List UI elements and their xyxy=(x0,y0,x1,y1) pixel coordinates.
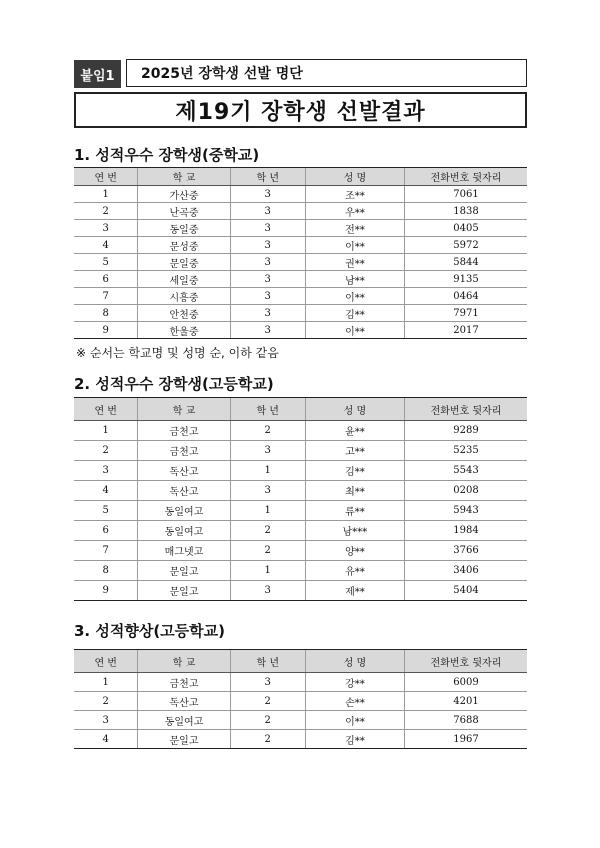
cell-school: 문일고 xyxy=(138,730,230,749)
table-row xyxy=(74,730,527,749)
cell-phone-suffix: 1838 xyxy=(404,203,527,220)
table-header-row xyxy=(74,168,527,186)
cell-row-number: 6 xyxy=(74,271,138,288)
cell-school: 안천중 xyxy=(138,305,230,322)
table-row xyxy=(74,271,527,288)
cell-grade: 2 xyxy=(230,521,305,541)
cell-phone-suffix: 5235 xyxy=(404,441,527,461)
high-school-table xyxy=(74,397,527,601)
cell-name: 권** xyxy=(305,254,404,271)
column-header-row-number: 연 번 xyxy=(74,398,138,421)
cell-grade: 3 xyxy=(230,254,305,271)
cell-phone-suffix: 5404 xyxy=(404,581,527,601)
cell-row-number: 2 xyxy=(74,692,138,711)
table-row xyxy=(74,561,527,581)
cell-phone-suffix: 4201 xyxy=(404,692,527,711)
cell-name: 류** xyxy=(305,501,404,521)
column-header-name: 성 명 xyxy=(305,168,404,186)
section-title-high-school: 2. 성적우수 장학생(고등학교) xyxy=(74,375,274,393)
cell-school: 독산고 xyxy=(138,461,230,481)
cell-school: 동일중 xyxy=(138,220,230,237)
cell-phone-suffix: 1984 xyxy=(404,521,527,541)
cell-grade: 3 xyxy=(230,305,305,322)
cell-school: 금천고 xyxy=(138,421,230,441)
table-row xyxy=(74,481,527,501)
cell-school: 동일여고 xyxy=(138,711,230,730)
cell-name: 전** xyxy=(305,220,404,237)
table-row xyxy=(74,541,527,561)
cell-phone-suffix: 3406 xyxy=(404,561,527,581)
middle-school-table xyxy=(74,167,527,339)
cell-row-number: 9 xyxy=(74,581,138,601)
table-row xyxy=(74,581,527,601)
cell-grade: 3 xyxy=(230,322,305,339)
cell-row-number: 9 xyxy=(74,322,138,339)
cell-phone-suffix: 5543 xyxy=(404,461,527,481)
cell-phone-suffix: 5972 xyxy=(404,237,527,254)
cell-phone-suffix: 7061 xyxy=(404,186,527,203)
cell-grade: 2 xyxy=(230,711,305,730)
cell-name: 이** xyxy=(305,322,404,339)
cell-phone-suffix: 5943 xyxy=(404,501,527,521)
main-title: 제19기 장학생 선발결과 xyxy=(74,92,527,128)
cell-row-number: 5 xyxy=(74,501,138,521)
cell-grade: 3 xyxy=(230,203,305,220)
cell-row-number: 4 xyxy=(74,481,138,501)
cell-name: 김** xyxy=(305,305,404,322)
cell-grade: 1 xyxy=(230,561,305,581)
table-row xyxy=(74,220,527,237)
section-title-improvement: 3. 성적향상(고등학교) xyxy=(74,622,225,640)
cell-row-number: 3 xyxy=(74,461,138,481)
cell-school: 매그넷고 xyxy=(138,541,230,561)
cell-row-number: 2 xyxy=(74,203,138,220)
cell-name: 최** xyxy=(305,481,404,501)
cell-school: 문일고 xyxy=(138,581,230,601)
table-row xyxy=(74,421,527,441)
cell-phone-suffix: 7688 xyxy=(404,711,527,730)
cell-row-number: 3 xyxy=(74,220,138,237)
cell-name: 강** xyxy=(305,673,404,692)
cell-grade: 3 xyxy=(230,186,305,203)
cell-row-number: 2 xyxy=(74,441,138,461)
table-row xyxy=(74,711,527,730)
attachment-badge: 붙임1 xyxy=(74,60,121,88)
cell-grade: 3 xyxy=(230,441,305,461)
cell-row-number: 1 xyxy=(74,421,138,441)
cell-school: 난곡중 xyxy=(138,203,230,220)
cell-row-number: 8 xyxy=(74,561,138,581)
table-row xyxy=(74,254,527,271)
cell-school: 독산고 xyxy=(138,692,230,711)
cell-grade: 1 xyxy=(230,501,305,521)
improvement-table xyxy=(74,649,527,749)
document-title: 2025년 장학생 선발 명단 xyxy=(126,59,527,87)
cell-school: 금천고 xyxy=(138,441,230,461)
cell-name: 제** xyxy=(305,581,404,601)
cell-school: 금천고 xyxy=(138,673,230,692)
cell-phone-suffix: 1967 xyxy=(404,730,527,749)
cell-name: 이** xyxy=(305,711,404,730)
cell-school: 문성중 xyxy=(138,237,230,254)
cell-school: 가산중 xyxy=(138,186,230,203)
cell-phone-suffix: 9289 xyxy=(404,421,527,441)
cell-name: 이** xyxy=(305,288,404,305)
column-header-school: 학 교 xyxy=(138,168,230,186)
cell-phone-suffix: 2017 xyxy=(404,322,527,339)
column-header-grade: 학 년 xyxy=(230,168,305,186)
cell-school: 한울중 xyxy=(138,322,230,339)
column-header-row-number: 연 번 xyxy=(74,650,138,673)
cell-name: 김** xyxy=(305,461,404,481)
cell-row-number: 5 xyxy=(74,254,138,271)
cell-name: 이** xyxy=(305,237,404,254)
cell-school: 시흥중 xyxy=(138,288,230,305)
section-title-middle-school: 1. 성적우수 장학생(중학교) xyxy=(74,146,260,164)
cell-grade: 3 xyxy=(230,237,305,254)
cell-row-number: 1 xyxy=(74,186,138,203)
cell-grade: 3 xyxy=(230,271,305,288)
cell-name: 우** xyxy=(305,203,404,220)
table-row xyxy=(74,305,527,322)
table-row xyxy=(74,288,527,305)
cell-row-number: 7 xyxy=(74,288,138,305)
cell-grade: 2 xyxy=(230,421,305,441)
ordering-note: ※ 순서는 학교명 및 성명 순, 이하 같음 xyxy=(76,346,279,360)
cell-school: 동일여고 xyxy=(138,501,230,521)
cell-name: 양** xyxy=(305,541,404,561)
table-row xyxy=(74,237,527,254)
cell-grade: 3 xyxy=(230,220,305,237)
column-header-name: 성 명 xyxy=(305,650,404,673)
table-row xyxy=(74,186,527,203)
column-header-grade: 학 년 xyxy=(230,650,305,673)
cell-name: 윤** xyxy=(305,421,404,441)
cell-name: 고** xyxy=(305,441,404,461)
cell-phone-suffix: 6009 xyxy=(404,673,527,692)
cell-row-number: 4 xyxy=(74,730,138,749)
column-header-name: 성 명 xyxy=(305,398,404,421)
table-row xyxy=(74,322,527,339)
cell-grade: 3 xyxy=(230,673,305,692)
cell-grade: 3 xyxy=(230,481,305,501)
column-header-school: 학 교 xyxy=(138,650,230,673)
cell-name: 남** xyxy=(305,271,404,288)
cell-school: 문일고 xyxy=(138,561,230,581)
cell-name: 김** xyxy=(305,730,404,749)
cell-phone-suffix: 5844 xyxy=(404,254,527,271)
table-row xyxy=(74,461,527,481)
cell-phone-suffix: 0208 xyxy=(404,481,527,501)
cell-name: 손** xyxy=(305,692,404,711)
cell-grade: 3 xyxy=(230,288,305,305)
cell-phone-suffix: 3766 xyxy=(404,541,527,561)
cell-grade: 3 xyxy=(230,581,305,601)
table-row xyxy=(74,692,527,711)
cell-phone-suffix: 9135 xyxy=(404,271,527,288)
table-row xyxy=(74,501,527,521)
cell-grade: 2 xyxy=(230,541,305,561)
cell-name: 남*** xyxy=(305,521,404,541)
cell-row-number: 6 xyxy=(74,521,138,541)
cell-row-number: 3 xyxy=(74,711,138,730)
cell-grade: 1 xyxy=(230,461,305,481)
column-header-phone-suffix: 전화번호 뒷자리 xyxy=(404,650,527,673)
column-header-phone-suffix: 전화번호 뒷자리 xyxy=(404,168,527,186)
table-header-row xyxy=(74,650,527,673)
cell-phone-suffix: 7971 xyxy=(404,305,527,322)
cell-school: 문일중 xyxy=(138,254,230,271)
cell-phone-suffix: 0405 xyxy=(404,220,527,237)
cell-grade: 2 xyxy=(230,730,305,749)
column-header-grade: 학 년 xyxy=(230,398,305,421)
cell-name: 조** xyxy=(305,186,404,203)
cell-school: 동일여고 xyxy=(138,521,230,541)
table-row xyxy=(74,203,527,220)
cell-row-number: 8 xyxy=(74,305,138,322)
table-row xyxy=(74,521,527,541)
cell-grade: 2 xyxy=(230,692,305,711)
table-row xyxy=(74,441,527,461)
column-header-row-number: 연 번 xyxy=(74,168,138,186)
cell-row-number: 4 xyxy=(74,237,138,254)
cell-phone-suffix: 0464 xyxy=(404,288,527,305)
table-header-row xyxy=(74,398,527,421)
table-row xyxy=(74,673,527,692)
column-header-phone-suffix: 전화번호 뒷자리 xyxy=(404,398,527,421)
cell-row-number: 1 xyxy=(74,673,138,692)
cell-school: 세일중 xyxy=(138,271,230,288)
cell-school: 독산고 xyxy=(138,481,230,501)
cell-row-number: 7 xyxy=(74,541,138,561)
column-header-school: 학 교 xyxy=(138,398,230,421)
cell-name: 유** xyxy=(305,561,404,581)
